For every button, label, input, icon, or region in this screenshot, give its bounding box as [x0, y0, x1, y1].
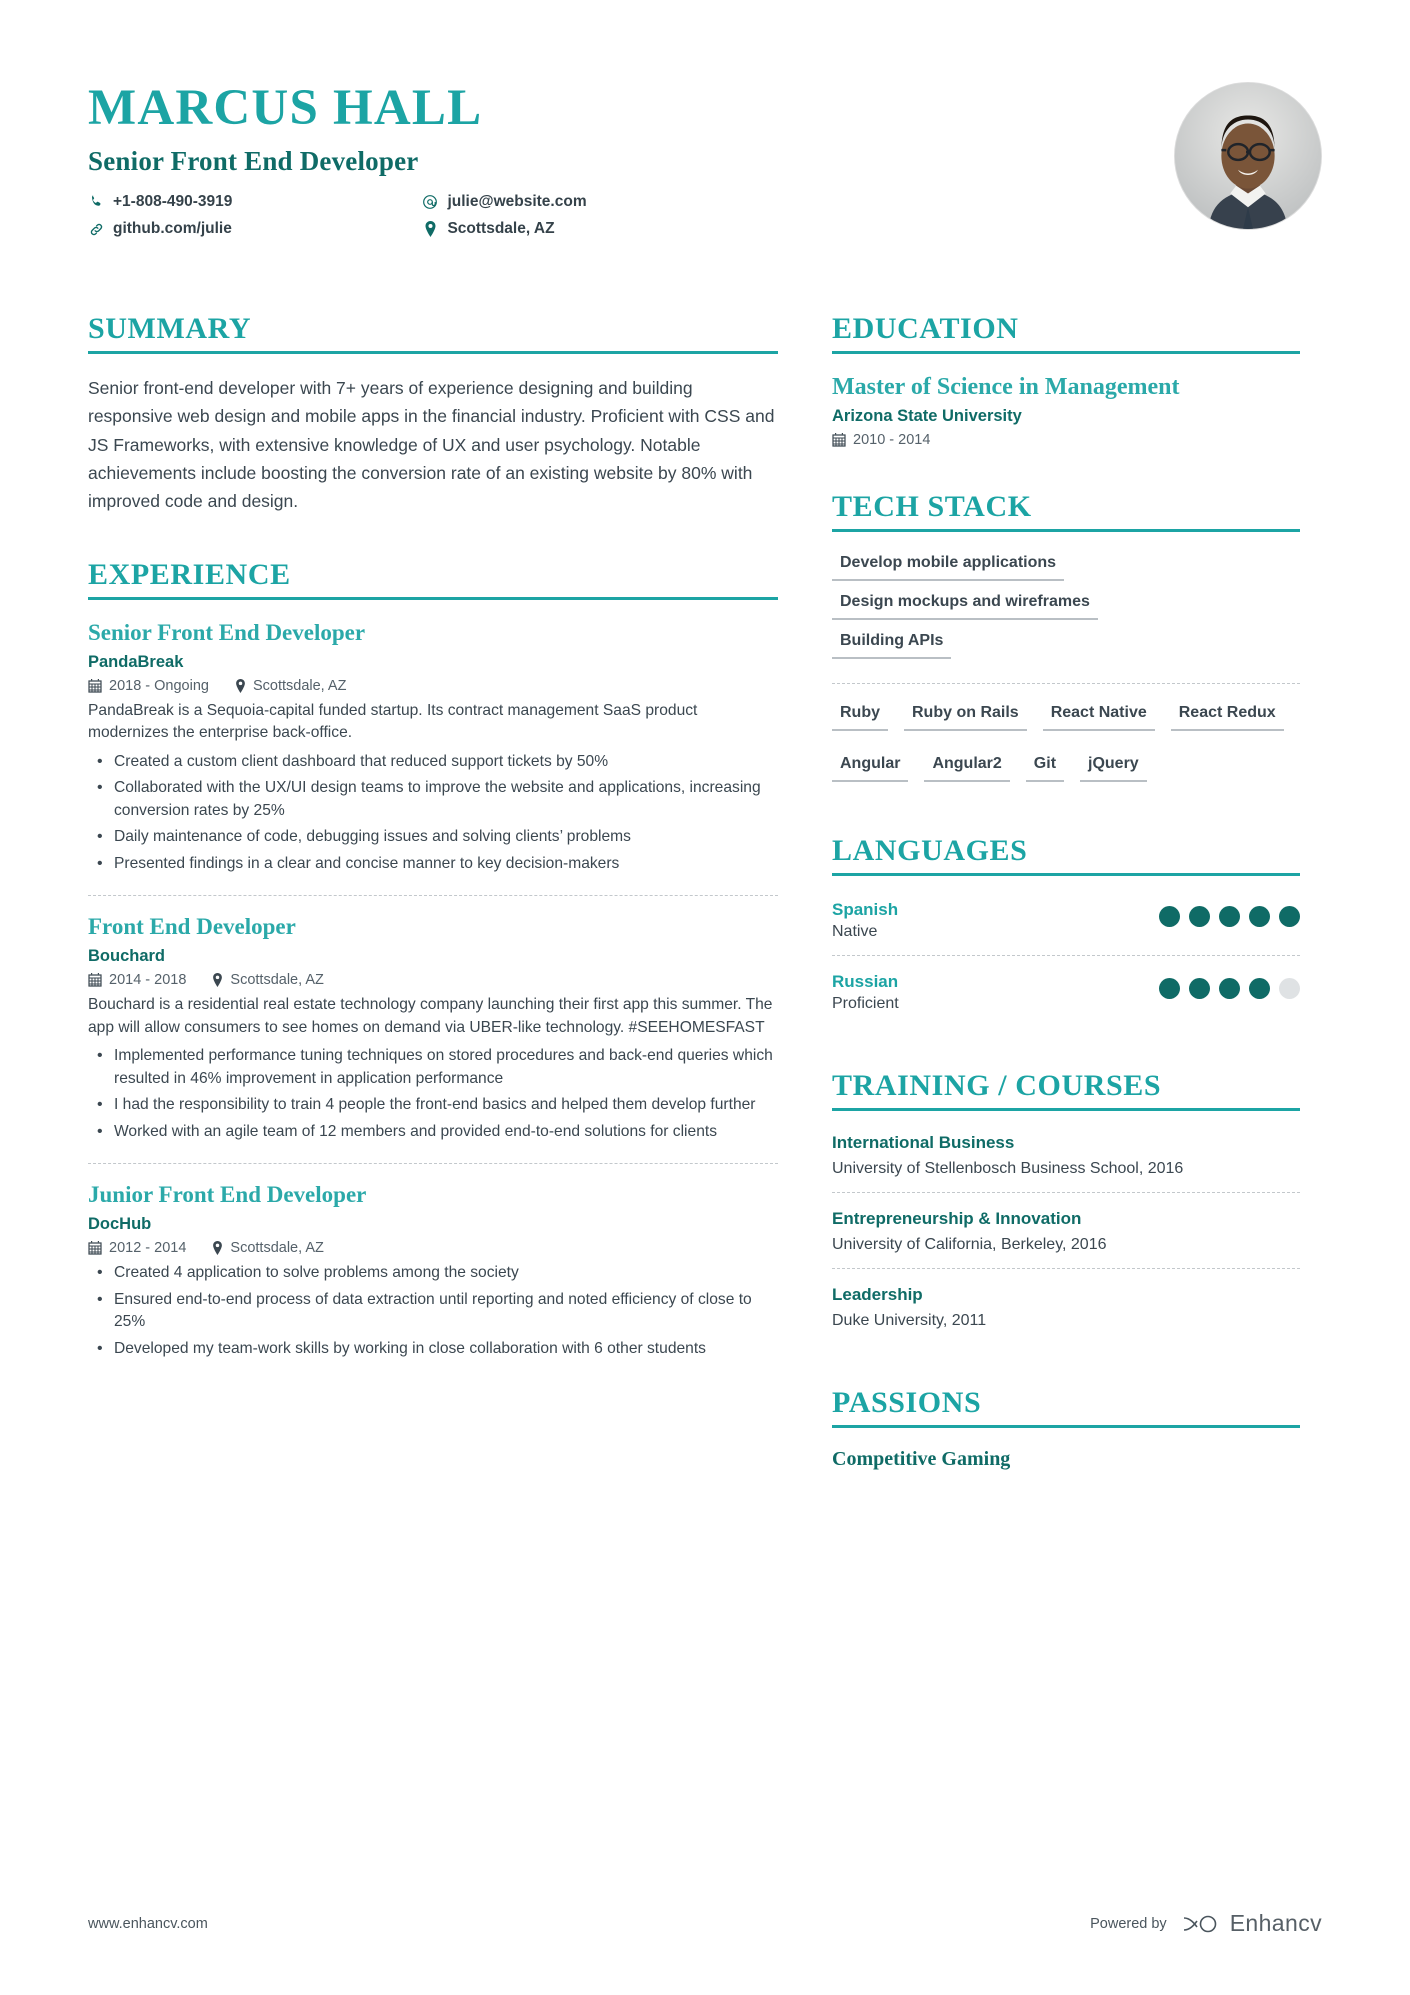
education-entry [832, 374, 1300, 448]
experience-meta [88, 1240, 778, 1256]
calendar-icon [832, 433, 846, 447]
tech-stack-row [832, 630, 1300, 669]
brand-name: Enhancv [1229, 1910, 1322, 1936]
training-detail: University of California, Berkeley, 2016 [832, 1236, 1107, 1253]
experience-dates [88, 1240, 186, 1256]
tech-stack-group [832, 683, 1300, 792]
experience-location [212, 1240, 324, 1256]
experience-dates-value: 2018 - Ongoing [109, 677, 209, 694]
rating-dot-filled [1159, 906, 1180, 927]
location-pin-icon [235, 679, 246, 693]
experience-company: PandaBreak [88, 652, 184, 671]
experience-location-value: Scottsdale, AZ [230, 1240, 324, 1257]
education-heading: EDUCATION [832, 312, 1300, 354]
list-item: • Implemented performance tuning techniques on stored procedures and back-end queries which resulted in 46% improvement in application performance [88, 1045, 778, 1090]
language-rating [1159, 900, 1300, 927]
experience-location [235, 678, 347, 694]
footer-branding [1090, 1910, 1322, 1937]
language-level: Proficient [832, 995, 899, 1012]
training-item [832, 1268, 1300, 1344]
powered-by-label: Powered by [1090, 1915, 1167, 1932]
experience-location [212, 972, 324, 988]
section-languages [832, 834, 1300, 1027]
training-title: International Business [832, 1133, 1015, 1152]
contact-column-left [88, 193, 418, 248]
tech-stack-item[interactable]: Angular2 [924, 753, 1009, 782]
list-item: • Collaborated with the UX/UI design teams to improve the website and applications, increasing conversion rates by 25% [88, 777, 778, 822]
list-item: • Daily maintenance of code, debugging issues and solving clients’ problems [88, 826, 778, 848]
experience-dates-value: 2014 - 2018 [109, 972, 187, 989]
footer-url[interactable]: www.enhancv.com [88, 1915, 208, 1932]
education-degree: Master of Science in Management [832, 374, 1180, 400]
language-item [832, 955, 1300, 1027]
experience-description: PandaBreak is a Sequoia-capital funded startup. Its contract management SaaS product modernizes the enterprise back-office. [88, 701, 698, 742]
education-school: Arizona State University [832, 407, 1022, 425]
rating-dot-filled [1219, 906, 1240, 927]
section-summary [88, 312, 778, 516]
calendar-icon [88, 679, 102, 693]
rating-dot-filled [1249, 978, 1270, 999]
section-experience [88, 558, 778, 1380]
training-heading: TRAINING / COURSES [832, 1069, 1300, 1111]
contact-column-right [422, 193, 752, 248]
experience-title: Junior Front End Developer [88, 1182, 367, 1208]
tech-stack-row [832, 591, 1300, 630]
tech-stack-item[interactable]: React Redux [1171, 702, 1284, 731]
list-item: • Ensured end-to-end process of data extraction until reporting and noted efficiency of close to 25% [88, 1289, 778, 1334]
link-icon [88, 222, 104, 237]
passions-heading: PASSIONS [832, 1386, 1300, 1428]
languages-heading: LANGUAGES [832, 834, 1300, 876]
experience-location-value: Scottsdale, AZ [252, 677, 347, 694]
experience-bullets [88, 1045, 778, 1143]
rating-dot-filled [1219, 978, 1240, 999]
language-name: Russian [832, 972, 899, 991]
list-item: • Created a custom client dashboard that reduced support tickets by 50% [88, 751, 778, 773]
calendar-icon [88, 973, 102, 987]
contact-details [88, 193, 788, 248]
tech-stack-item[interactable]: React Native [1043, 702, 1155, 731]
tech-stack-item[interactable]: Building APIs [832, 630, 951, 659]
calendar-icon [88, 1241, 102, 1255]
page-title: MARCUS HALL [88, 80, 483, 136]
contact-github-value: github.com/julie [113, 220, 232, 238]
job-role-subtitle: Senior Front End Developer [88, 145, 419, 176]
contact-phone[interactable] [88, 193, 418, 212]
experience-bullets [88, 751, 778, 875]
experience-title: Front End Developer [88, 914, 296, 940]
list-item: • Worked with an agile team of 12 members and provided end-to-end solutions for clients [88, 1121, 778, 1143]
experience-meta [88, 972, 778, 988]
tech-stack-group [832, 552, 1300, 669]
resume-body [88, 312, 1322, 1513]
experience-entry [88, 895, 778, 1163]
tech-stack-row [832, 552, 1300, 591]
experience-bullets [88, 1262, 778, 1360]
experience-entry [88, 1163, 778, 1380]
training-title: Leadership [832, 1285, 923, 1304]
education-dates-value: 2010 - 2014 [853, 432, 931, 448]
education-dates [832, 432, 1300, 448]
experience-company: Bouchard [88, 947, 166, 966]
summary-heading: SUMMARY [88, 312, 778, 354]
location-pin-icon [212, 973, 223, 987]
training-title: Entrepreneurship & Innovation [832, 1209, 1082, 1228]
contact-location[interactable] [422, 220, 752, 239]
training-detail: Duke University, 2011 [832, 1312, 987, 1329]
language-name: Spanish [832, 900, 899, 919]
experience-location-value: Scottsdale, AZ [230, 972, 324, 989]
rating-dot-empty [1279, 978, 1300, 999]
section-tech-stack [832, 490, 1300, 792]
tech-stack-item[interactable]: Ruby on Rails [904, 702, 1027, 731]
rating-dot-filled [1159, 978, 1180, 999]
experience-dates [88, 678, 209, 694]
language-level: Native [832, 923, 878, 940]
rating-dot-filled [1189, 978, 1210, 999]
list-item: • I had the responsibility to train 4 people the front-end basics and helped them develop further [88, 1094, 778, 1116]
tech-stack-item[interactable]: Ruby [832, 702, 888, 731]
experience-description: Bouchard is a residential real estate technology company launching their first app this summer. The app will allow consumers to see homes on demand via UBER-like technology. #SEEHOMESFAST [88, 996, 773, 1036]
contact-phone-value: +1-808-490-3919 [113, 192, 233, 210]
phone-icon [88, 194, 104, 209]
summary-text: Senior front-end developer with 7+ years of experience designing and building responsive web design and mobile apps in the financial industry. Proficient with CSS and JS Frameworks, with extensive knowledge of UX and user psychology. Notable achievements include boosting the conversion rate of an existing website by 80% with improved code and design. [88, 378, 775, 512]
section-education [832, 312, 1300, 448]
list-item: • Created 4 application to solve problems among the society [88, 1262, 778, 1284]
contact-github[interactable] [88, 220, 418, 239]
right-column [832, 312, 1300, 1513]
language-item [832, 896, 1300, 955]
experience-title: Senior Front End Developer [88, 619, 366, 645]
brand-logo [1181, 1910, 1322, 1937]
tech-stack-row [832, 702, 1300, 792]
language-rating [1159, 972, 1300, 999]
language-text [832, 972, 899, 1013]
training-detail: University of Stellenbosch Business School, 2016 [832, 1160, 1184, 1177]
avatar-photo [1175, 83, 1321, 229]
tech-stack-item[interactable]: Angular [832, 753, 908, 782]
section-training [832, 1069, 1300, 1344]
experience-entry [88, 620, 778, 895]
tech-stack-item[interactable]: Git [1026, 753, 1064, 782]
tech-stack-item[interactable]: Develop mobile applications [832, 552, 1064, 581]
avatar [1174, 82, 1322, 230]
rating-dot-filled [1249, 906, 1270, 927]
contact-email[interactable] [422, 193, 752, 212]
training-item [832, 1192, 1300, 1268]
left-column [88, 312, 778, 1513]
at-icon [422, 194, 438, 210]
experience-company: DocHub [88, 1215, 152, 1234]
tech-stack-item[interactable]: jQuery [1080, 753, 1147, 782]
list-item: • Presented findings in a clear and concise manner to key decision-makers [88, 853, 778, 875]
rating-dot-filled [1189, 906, 1210, 927]
list-item: • Developed my team-work skills by working in close collaboration with 6 other students [88, 1338, 778, 1360]
experience-meta [88, 678, 778, 694]
enhancv-logo-icon [1181, 1912, 1221, 1936]
training-item [832, 1131, 1300, 1192]
contact-location-value: Scottsdale, AZ [447, 220, 555, 238]
tech-stack-item[interactable]: Design mockups and wireframes [832, 591, 1098, 620]
experience-dates [88, 972, 186, 988]
passion-item: Competitive Gaming [832, 1448, 1011, 1470]
location-pin-icon [212, 1241, 223, 1255]
resume-header [88, 82, 1322, 274]
language-text [832, 900, 898, 941]
section-passions [832, 1386, 1300, 1471]
tech-stack-heading: TECH STACK [832, 490, 1300, 532]
location-pin-icon [422, 221, 438, 237]
experience-heading: EXPERIENCE [88, 558, 778, 600]
experience-dates-value: 2012 - 2014 [109, 1240, 187, 1257]
page-footer [88, 1910, 1322, 1937]
rating-dot-filled [1279, 906, 1300, 927]
contact-email-value: julie@website.com [447, 192, 587, 210]
